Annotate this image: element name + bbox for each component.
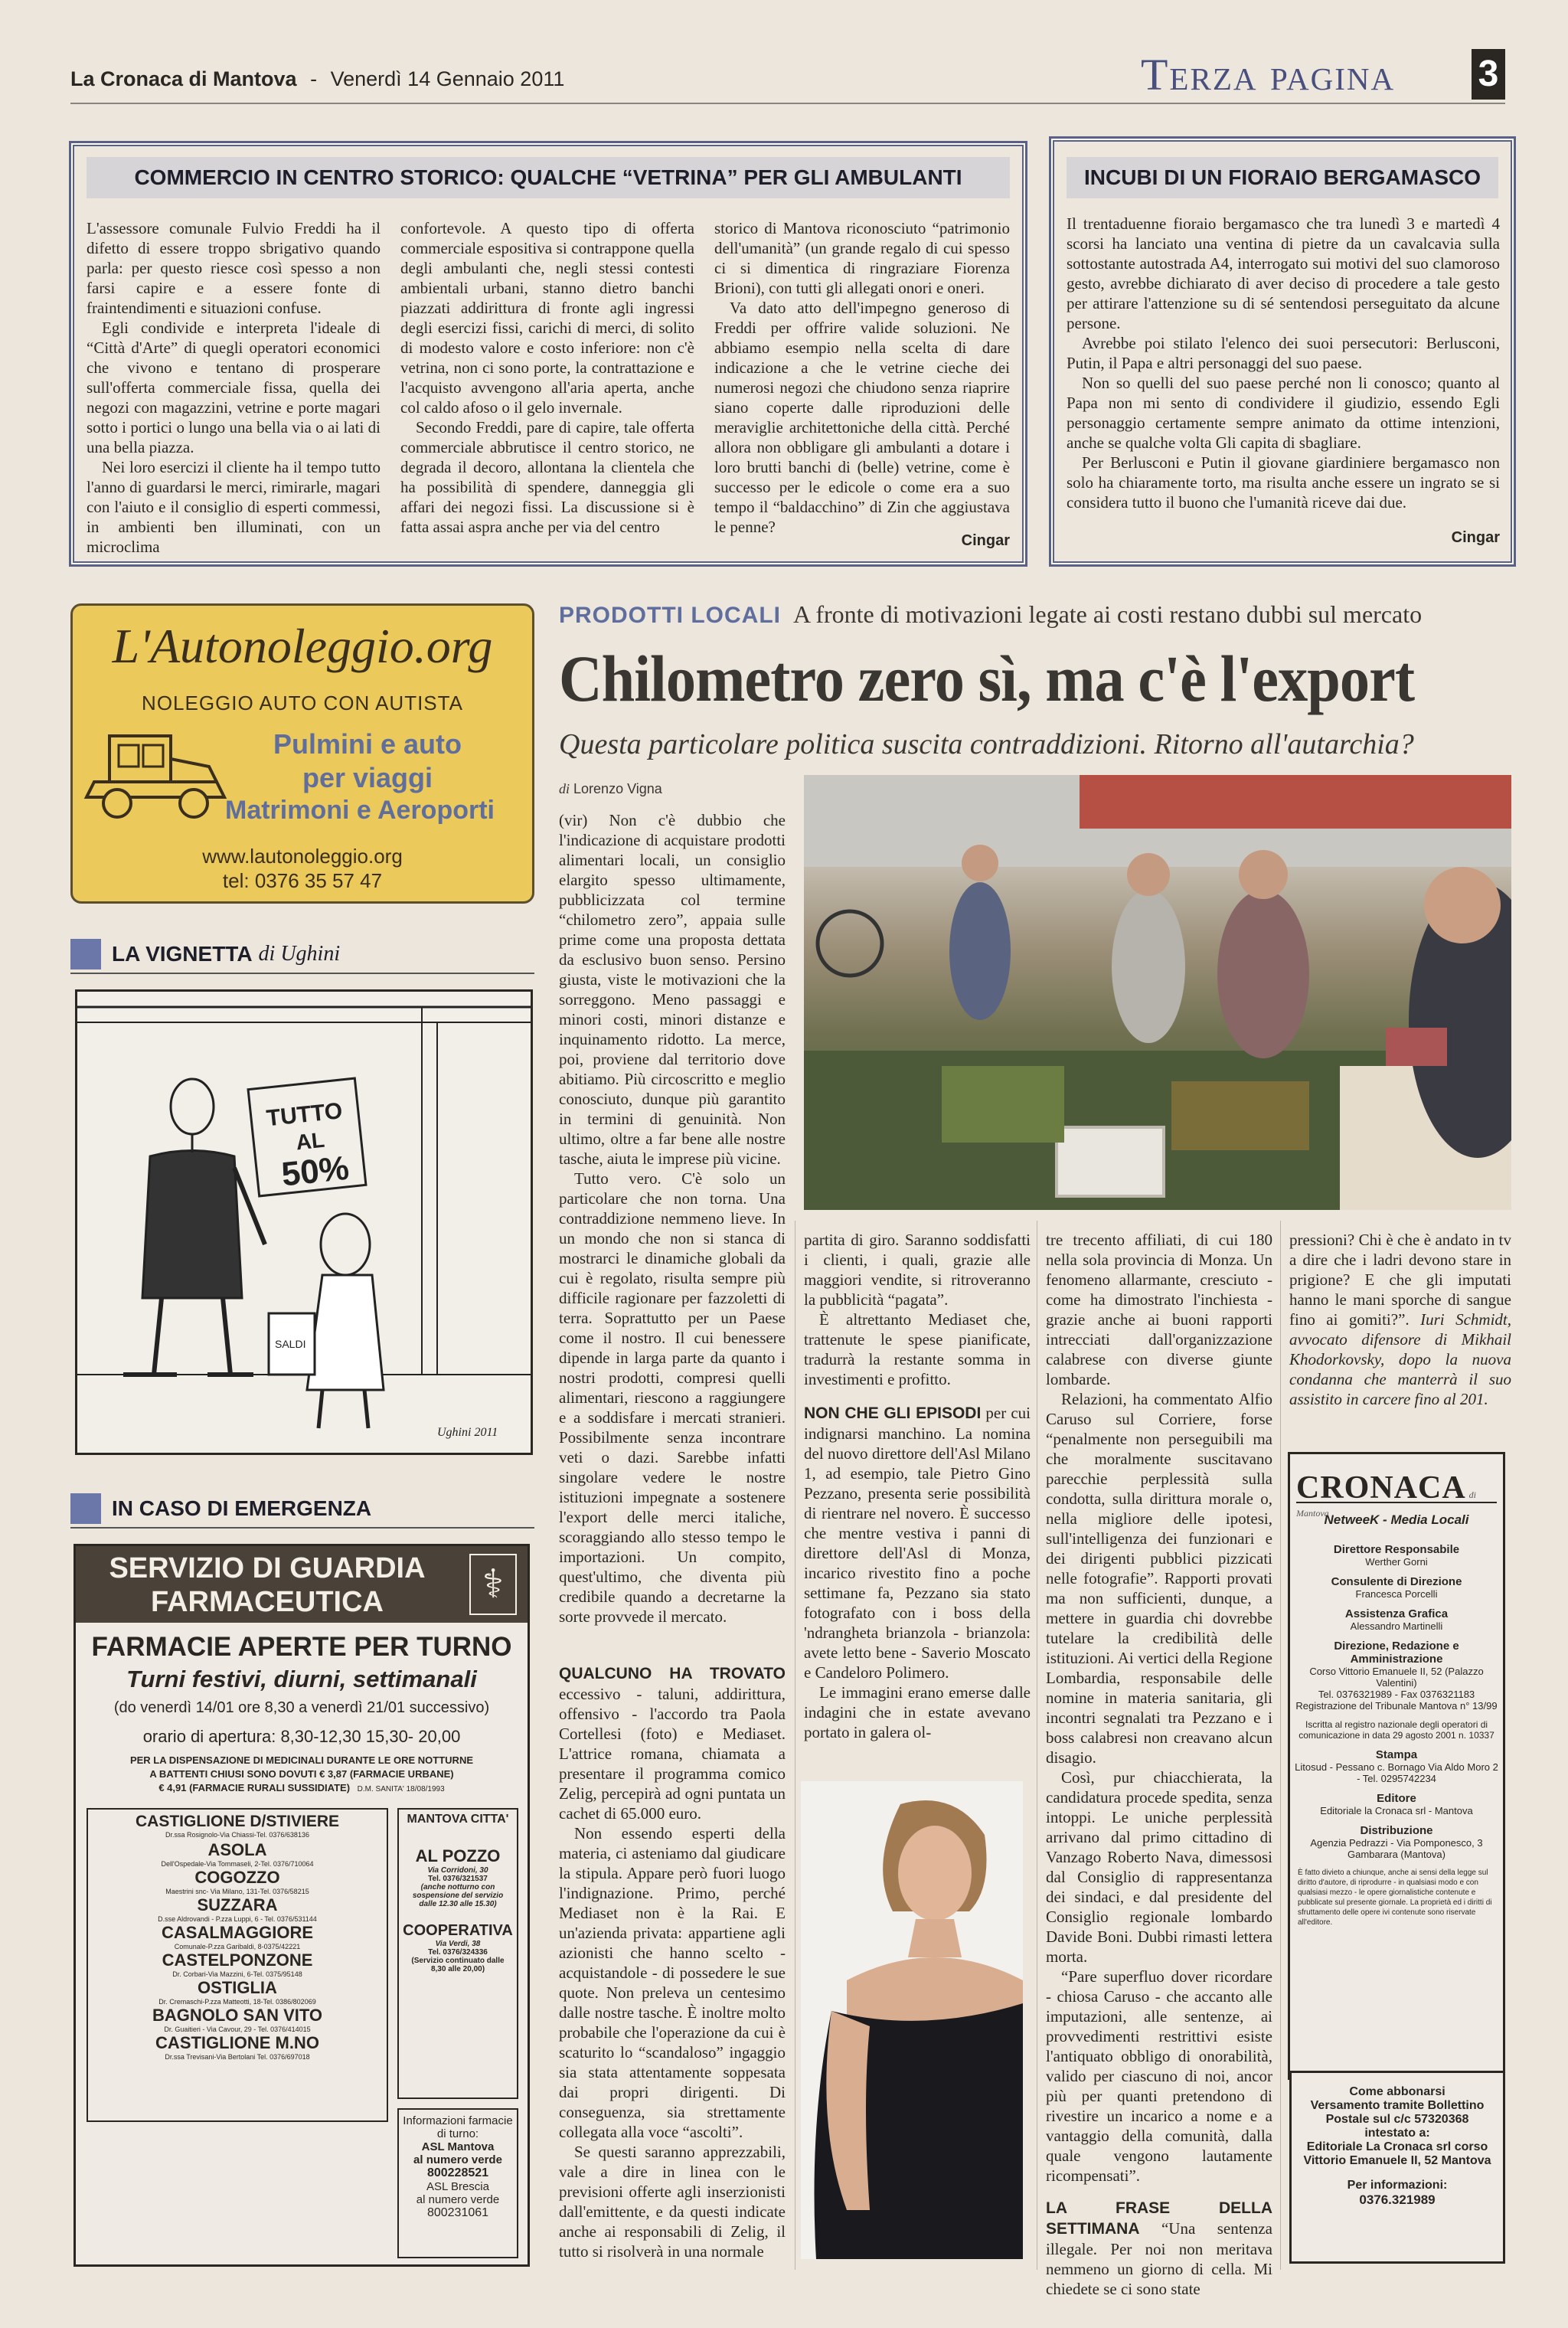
vignetta-author: di Ughini — [258, 942, 341, 966]
paragraph: Il trentaduenne fioraio bergamasco che tra lunedì 3 e martedì 4 scorsi ha lanciato una ventina di pietre da un cavalcavia sulla sottostante autostrada A4, interrogato sui motivi del suo clamoroso gesto, avrebbe dichiarato di aver deciso di procedere a tale gesto per attirare l'attenzione su di sé sentendosi perseguitato da alcune persone. — [1067, 214, 1500, 332]
kicker-label: PRODOTTI LOCALI — [559, 603, 781, 628]
pharmacy-period: (do venerdì 14/01 ore 8,30 a venerdì 21/01 successivo) — [113, 1699, 490, 1716]
paragraph: Tutto vero. C'è solo un particolare che non torna. Una contraddizione nemmeno lieve. In un mondo che non si stanca di mostrarci le dinamiche globali da cui è regolato, risulta sempre più difficile ragionare per fazzoletti di terra. Soprattutto per un Paese come il nostro. Il cui benessere dipende in larga parte da quanto i nostri prodotti, compresi quelli alimentari, riescono a raggiungere e a soddisfare i mercati stranieri. Possibilmente senza incontrare veti o dazi. Sarebbe infatti singolare vedere le nostre istituzioni impegnate a sostenere l'export delle merci italiche, scoraggiando allo stesso tempo le importazioni. Un compito, quest'ultimo, che diventa più credibile quando a decretarne la sorte provvede il mercato. — [559, 1169, 786, 1626]
box-commercio-title: COMMERCIO IN CENTRO STORICO: QUALCHE “VETRINA” PER GLI AMBULANTI — [87, 157, 1010, 198]
entry-role: Assistenza Grafica — [1344, 1607, 1449, 1620]
ad-line-3: Matrimoni e Aeroporti — [225, 796, 495, 825]
vignetta-rule — [70, 973, 534, 974]
col3-lead: per cui indignarsi manchino. La nomina del nuovo direttore dell'Asl Milano 1, ad esempio, tale Pietro Gino Pezzano, presenta serie possibilità di rientrare nel novero. È successo che mentre vestiva i panni di direttore dell'Asl di Monza, incarico rivestito fino a poche settimane fa, Pezzano sia stato fotografato con i boss della 'ndrangheta brianzola - brianzola: avete letto bene - Saverio Moscato e Candeloro Polimero. — [804, 1404, 1031, 1682]
town-address: Comunale-P.zza Garibaldi, 8-0375/42221 — [174, 1943, 301, 1950]
colophon-logo-small: di Mantova — [1296, 1489, 1476, 1519]
emergenza-header — [70, 1493, 371, 1524]
paragraph-heading — [804, 1403, 1031, 1682]
section-square — [70, 1493, 101, 1524]
ad-line-1: Pulmini e auto — [273, 728, 462, 760]
section-title: Terza pagina — [1141, 50, 1396, 100]
subscription-intestato: intestato a: — [1364, 2127, 1430, 2140]
issue-date: Venerdì 14 Gennaio 2011 — [330, 67, 565, 90]
towns-heading: CASTIGLIONE D/STIVIERE — [135, 1813, 340, 1830]
sign-text-1: TUTTO — [265, 1098, 344, 1132]
emergenza-rule — [70, 1527, 534, 1529]
town-address: Dr. Cremaschi-P.zza Matteotti, 18-Tel. 0386/802069 — [158, 1998, 316, 2006]
box-commercio-col2 — [400, 218, 694, 537]
col4-end: “Una sentenza illegale. Per noi non meritava nemmeno un giorno di cella. Mi chiedete se ci sono state — [1046, 2219, 1272, 2298]
article-col-5 — [1289, 1230, 1511, 1409]
market-photo — [804, 775, 1511, 1210]
paragraph: Egli condivide e interpreta l'ideale di “Città d'Arte” di quegli operatori economici che vivono e tentano di prosperare sull'offerta commerciale fissa, quella dei negozi con magazzini, vetrine e porte magari sotto i portici o lungo una bella via o ai lati di una bella piazza. — [87, 319, 381, 456]
town-name: COGOZZO — [194, 1868, 280, 1887]
pharmacy-hours: orario di apertura: 8,30-12,30 15,30- 20,00 — [142, 1727, 461, 1746]
paragraph: confortevole. A questo tipo di offerta commerciale espositiva si contrappone quella degli ambulanti che, negli stessi contesti ambientali urbani, stanno dietro banchi piazzati addirittura di fronte agli ingressi degli esercizi fissi, carichi di merci, di solito di modesto valore e costo inferiore: non c'è vetrina, non ci sono porte, la contrattazione e l'acquisto avvengono all'aria aperta, anche col caldo afoso o il gelo invernale. — [400, 219, 694, 417]
alpozzo-address: Via Corridoni, 30 — [427, 1866, 488, 1875]
ad-logo: L'Autonoleggio.org — [112, 619, 493, 673]
byline-prefix: di — [559, 781, 570, 796]
ad-line-2: per viaggi — [302, 762, 433, 793]
box-commercio — [69, 141, 1027, 567]
vignetta-label: LA VIGNETTA — [112, 942, 253, 966]
entry-name: Werther Gorni — [1365, 1556, 1428, 1568]
paragraph: Nei loro esercizi il cliente ha il tempo tutto l'anno di guardarsi le merci, rimirarle, magari con l'aiuto e il consiglio di esperti commessi, in ambienti ben illuminati, con un microclima — [87, 458, 381, 556]
col2-lead: eccessivo - taluni, addirittura, offensivo - l'accordo tra Paola Cortellesi (foto) e Mediaset. L'attrice romana, chiamata a presentare il programma comico Zelig, percepirà ad ogni puntata un cachet di 65.000 euro. — [559, 1685, 786, 1823]
article-col-3 — [804, 1230, 1031, 1742]
article-headline: Chilometro zero sì, ma c'è l'export — [559, 642, 1415, 715]
paragraph: Non so quelli del suo paese perché non li conosco; quanto al Papa non mi sento di condividere il giudizio, essendo Egli personaggio certamente sempre animato da ottime intenzioni, anche se qualche volta Gli capita di sbagliare. — [1067, 374, 1500, 452]
entry-name: Francesca Porcelli — [1355, 1588, 1438, 1600]
pharmacy-box — [74, 1544, 530, 2267]
bag-text: SALDI — [275, 1338, 306, 1350]
stampa-role: Stampa — [1375, 1748, 1418, 1761]
box-fioraio-title: INCUBI DI UN FIORAIO BERGAMASCO — [1067, 157, 1498, 198]
legal-notice: È fatto divieto a chiunque, anche ai sensi della legge sul diritto d'autore, di riprodurre - in qualsiasi modo e con qualsiasi mezzo - le opere giornalistiche contenute e pubblicate sul presente giornale. La proprietà ed i diritti di sfruttamento delle opere ivi contenute sono riservate all'editore. — [1298, 1869, 1492, 1927]
colophon-network: NetweeK - Media Locali — [1324, 1512, 1469, 1527]
cartoon — [75, 989, 533, 1455]
masthead-separator: - — [310, 67, 318, 90]
redazione-tel: Tel. 0376321989 - Fax 0376321183 — [1318, 1689, 1475, 1700]
paragraph: partita di giro. Saranno soddisfatti i clienti, i quali, grazie alle maggiori vendite, si ritroveranno la pubblicità “pagata”. — [804, 1231, 1031, 1309]
paragraph: (vir) Non c'è dubbio che l'indicazione di acquistare prodotti alimentari locali, un consiglio elargito spesso ultimamente, pubblicizzata col termine “chilometro zero”, appaia sulle prime come una proposta dettata da esclusivo buon senso. Persino giusta, viste le motivazioni che la sorreggono. Meno passaggi e minori costi, minori distanze e inquinamento ridotto. La merce, poi, proviene dal territorio dove abitiamo. Più circoscritto e meglio conosciuto, dunque più garantito in termini di genuinità. Non ultimo, oltre a far bene alle nostre tasche, aiuta le imprese più vicine. — [559, 811, 786, 1168]
masthead — [70, 67, 564, 91]
town-name: OSTIGLIA — [198, 1978, 277, 1997]
section-square — [70, 939, 101, 969]
subscription-info-label: Per informazioni: — [1347, 2179, 1448, 2192]
market-photo-scene — [804, 775, 1511, 1210]
iscrizione: Iscritta al registro nazionale degli operatori di comunicazione in data 29 agosto 2001 n. 10337 — [1298, 1719, 1494, 1741]
pharmacy-notice-3 — [76, 1782, 528, 1793]
paragraph: Se questi saranno apprezzabili, vale a dire in linea con le previsioni offerte agli inserzionisti dall'emittente, e da questi indicate anche ai responsabili di Zelig, il tutto si risolverà in una normale — [559, 2143, 786, 2261]
subscription-phone: 0376.321989 — [1359, 2192, 1436, 2207]
coop-note: (Servizio continuato dalle 8,30 alle 20,00) — [411, 1957, 505, 1973]
box-commercio-col3 — [714, 218, 1010, 537]
registrazione: Registrazione del Tribunale Mantova n° 13/99 — [1295, 1700, 1498, 1712]
info-asl-2: ASL Brescia — [426, 2180, 489, 2193]
town-address: Dr.ssa Trevisani-Via Bertolani Tel. 0376/697018 — [165, 2053, 310, 2061]
town-name: ASOLA — [207, 1840, 267, 1859]
coop-address: Via Verdi, 38 — [435, 1940, 481, 1948]
alpozzo-tel: Tel. 0376/321537 — [428, 1875, 488, 1883]
article-kicker — [559, 600, 1422, 629]
redazione-address: Corso Vittorio Emanuele II, 52 (Palazzo Valentini) — [1309, 1666, 1484, 1689]
box-fioraio-text — [1067, 214, 1500, 512]
ad-phone: tel: 0376 35 57 47 — [222, 869, 383, 892]
cartoon-signature: Ughini 2011 — [437, 1426, 498, 1439]
article-col-1 — [559, 810, 786, 1627]
subscription-recipient: Editoriale La Cronaca srl corso Vittorio Emanuele II, 52 Mantova — [1303, 2140, 1491, 2167]
page-number: 3 — [1472, 49, 1505, 100]
col5-attribution: Iuri Schmidt, avvocato difensore di Mikhail Khodorkovsky, dopo la nuova condanna che manterrà il suo assistito in carcere fino al 201. — [1289, 1310, 1511, 1408]
paragraph: Va dato atto dell'impegno generoso di Freddi per offrire valide soluzioni. Ne abbiamo esempio nella scelta di dare indicazione a che le vetrine cieche dei numerosi negozi che chiudono senza riaprire siano coperte dalle riproduzioni delle meraviglie architettoniche della città. Perché allora non obbligare gli ambulanti a dotare i loro brutti banchi di (belle) vetrine, come è successo per le edicole o come era a suo tempo il “baldacchino” di Zin che aggiustava le penne? — [714, 299, 1010, 536]
paragraph — [1289, 1230, 1511, 1409]
paragraph: “Pare superfluo dover ricordare - chiosa Caruso - che accanto alle imputazioni, alle sentenze, ai provvedimenti restrittivi esiste l'antiquato obbligo di onorabilità, valido per ciascuno di noi, ancor più per quanti pretendono di rivestire un incarico a nome e a vantaggio della comunità, dalla quale vengono lautamente ricompensati”. — [1046, 1967, 1272, 2185]
paragraph: Le immagini erano emerse dalle indagini che in estate avevano portato in galera ol- — [804, 1683, 1031, 1741]
paragraph: storico di Mantova riconosciuto “patrimonio dell'umanità” (un grande regalo di cui spesso ci si dimentica di ringraziare Fiorenza Brioni), con tutti gli allegati onori e oneri. — [714, 219, 1010, 297]
entry-name: Alessandro Martinelli — [1350, 1620, 1443, 1632]
redazione-role: Direzione, Redazione e Amministrazione — [1334, 1640, 1459, 1666]
vignetta-header — [70, 939, 340, 969]
town-name: SUZZARA — [197, 1895, 278, 1914]
masthead-title: La Cronaca di Mantova — [70, 67, 297, 90]
entry-role: Direttore Responsabile — [1333, 1543, 1460, 1556]
stampa-name: Litosud - Pessano c. Bornago Via Aldo Moro 2 - Tel. 0295742234 — [1295, 1761, 1498, 1784]
cartoon-drawing — [77, 992, 531, 1453]
distribuzione-role: Distribuzione — [1360, 1824, 1433, 1837]
coop-tel: Tel. 0376/324336 — [428, 1948, 488, 1957]
article-col-4 — [1046, 1230, 1272, 2299]
ad-autonoleggio[interactable] — [70, 603, 534, 904]
paragraph: Così, pur chiacchierata, la candidatura procede spedita, senza intoppi. Le uniche perplessità arrivano dal primo cittadino di Vanzago Roberto Nava, dimessosi dal Consiglio di rappresentanza dei sindaci, e dal presidente del Consiglio regionale lombardo Davide Boni. Dubbi rimasti lettera morta. — [1046, 1768, 1272, 1966]
paragraph: Per Berlusconi e Putin il giovane giardiniere bergamasco non solo ha chiaramente torto, ma risulta anche essere un ingrato se si considera tutto il buono che l'umanità riceve dai due. — [1067, 453, 1500, 512]
article-col-2 — [559, 1663, 786, 2261]
article-deck: Questa particolare politica suscita contraddizioni. Ritorno all'autarchia? — [559, 728, 1414, 760]
distribuzione-name: Agenzia Pedrazzi - Via Pomponesco, 3 Gambarara (Mantova) — [1310, 1837, 1483, 1860]
paragraph: Non essendo esperti della materia, ci asteniamo dal giudicare la stipula. Appare però fuori luogo l'indignazione. Primo, perché Mediaset non è la Rai. E un'azienda privata: appartiene agli azionisti che hanno scelto - acquistandole - di possedere le sue quote. Non preleva un centesimo dalle nostre tasche. È inoltre molto probabile che l'operazione da cui è scaturito lo “scandaloso” ingaggio sia stata attentamente soppesata dai propri dirigenti. Di conseguenza, sia strettamente collegata alla voce “ascolti”. — [559, 1824, 786, 2141]
col5-text: pressioni? Chi è che è andato in tv a dire che i ladri devono stare in prigione? E che gli imputati hanno le mani sporche di sangue fino ai gomiti?”. — [1289, 1231, 1511, 1329]
coop-name: COOPERATIVA — [403, 1922, 513, 1939]
box-commercio-col1 — [87, 218, 381, 557]
box-fioraio-signature: Cingar — [1451, 529, 1500, 546]
mantova-panel — [397, 1808, 518, 2099]
town-name: CASTIGLIONE M.NO — [155, 2033, 319, 2052]
ad-website[interactable]: www.lautonoleggio.org — [202, 845, 403, 868]
caduceus-icon: ⚕ — [469, 1554, 517, 1615]
portrait-photo — [801, 1781, 1023, 2259]
town-name: CASALMAGGIORE — [162, 1923, 313, 1942]
editore-role: Editore — [1377, 1792, 1416, 1805]
castiglione-address: Dr.ssa Rosignolo-Via Chiassi-Tel. 0376/638136 — [165, 1831, 309, 1839]
pharmacy-notice-2: A BATTENTI CHIUSI SONO DOVUTI € 3,87 (FARMACIE URBANE) — [149, 1768, 454, 1780]
subscription-title: Come abbonarsi — [1349, 2085, 1446, 2098]
alpozzo-note: (anche notturno con sospensione del servizio dalle 12.30 alle 15.30) — [412, 1883, 504, 1908]
paragraph: tre trecento affiliati, di cui 180 nella sola provincia di Monza. Un fenomeno allarmante, cresciuto - come ha dimostrato l'inchiesta - grazie anche ai buoni rapporti intrecciati dall'organizzazione calabrese con diverse giunte lombarde. — [1046, 1231, 1272, 1388]
paragraph-heading — [559, 1663, 786, 1823]
paragraph-heading — [1046, 2198, 1272, 2299]
editore-name: Editoriale la Cronaca srl - Mantova — [1320, 1805, 1473, 1816]
mantova-heading: MANTOVA CITTA' — [407, 1813, 509, 1826]
sign-text-3: 50% — [279, 1149, 351, 1194]
towns-panel — [87, 1808, 388, 2122]
info-title: Informazioni farmacie di turno: — [403, 2114, 513, 2140]
column-rule — [1280, 1221, 1281, 2270]
col3-heading: NON CHE GLI EPISODI — [804, 1404, 982, 1422]
info-asl-1: ASL Mantova — [421, 2140, 495, 2153]
town-address: Dell'Ospedale-Via Tommaseli, 2-Tel. 0376/710064 — [161, 1860, 314, 1868]
paragraph: Avrebbe poi stilato l'elenco dei suoi persecutori: Berlusconi, Putin, il Papa e altri personaggi del suo paese. — [1067, 334, 1500, 372]
ad-subtitle: NOLEGGIO AUTO CON AUTISTA — [142, 692, 463, 714]
colophon-entries — [1293, 1543, 1500, 1927]
emergenza-label: IN CASO DI EMERGENZA — [112, 1496, 372, 1520]
subscription-box — [1289, 2071, 1505, 2264]
town-address: Dr. Guaitieri - Via Cavour, 29 - Tel. 0376/414015 — [164, 2026, 311, 2033]
kicker-subtitle: A fronte di motivazioni legate ai costi restano dubbi sul mercato — [792, 600, 1423, 628]
town-address: Maestrini snc- Via Milano, 131-Tel. 0376/58215 — [165, 1888, 309, 1895]
box-commercio-signature: Cingar — [961, 532, 1010, 549]
paragraph: È altrettanto Mediaset che, trattenute le spese pianificate, tradurrà la restante somma in investimenti e profitto. — [804, 1310, 1031, 1388]
service-title-1: SERVIZIO DI GUARDIA — [109, 1552, 426, 1584]
header-rule — [70, 103, 1505, 104]
col4-heading: LA FRASE DELLA SETTIMANA — [1046, 2199, 1272, 2238]
info-number-label-2: al numero verde — [416, 2193, 500, 2206]
pharmacy-subheading: Turni festivi, diurni, settimanali — [126, 1666, 477, 1692]
notice-3-ref: D.M. SANITA' 18/08/1993 — [357, 1785, 445, 1793]
box-fioraio — [1049, 136, 1516, 567]
colophon-logo-text: CRONACA — [1296, 1470, 1466, 1506]
town-name: CASTELPONZONE — [162, 1950, 313, 1970]
towns-list — [88, 1840, 387, 2061]
entry-role: Consulente di Direzione — [1331, 1575, 1462, 1588]
subscription-payment: Versamento tramite Bollettino Postale sul c/c 57320368 — [1310, 2099, 1485, 2126]
town-name: BAGNOLO SAN VITO — [152, 2006, 323, 2025]
colophon — [1288, 1452, 1505, 2080]
paragraph: Relazioni, ha commentato Alfio Caruso sul Corriere, forse “penalmente non perseguibili ma che moralmente suscitavano parecchie perplessità sulla condotta, sulla dirittura morale o, nella migliore delle ipotesi, sull'intelligenza dei funzionari e dei dirigenti pubblici pizzicati nelle fotografie”. Rapporti provati ma non sufficienti, dunque, a mettere in guardia chi dovrebbe tutelare la credibilità delle istituzioni. Ai vertici della Regione Lombardia, responsabile delle nomine in materia sanitaria, gli incontri segnalati tra Pezzano e i boss calabresi non creavano alcun disagio. — [1046, 1390, 1272, 1767]
paragraph: L'assessore comunale Fulvio Freddi ha il difetto di essere troppo sbrigativo quando parla: per questo riesce così spesso a non farsi capire e a essere fonte di fraintendimenti e situazioni confuse. — [87, 219, 381, 317]
notice-3-text: € 4,91 (FARMACIE RURALI SUSSIDIATE) — [158, 1782, 351, 1793]
pharmacy-heading: FARMACIE APERTE PER TURNO — [91, 1632, 512, 1662]
info-number-label: al numero verde — [413, 2153, 502, 2166]
paragraph: Secondo Freddi, pare di capire, tale offerta commerciale abbrutisce il centro storico, ne degrada il decoro, allontana la clientela che ha possibilità di spendere, danneggia gli affari dei negozi fissi. La discussione si è fatta assai aspra anche per via del centro — [400, 418, 694, 536]
town-address: D.sse Aldrovandi - P.zza Luppi, 6 - Tel. 0376/531144 — [158, 1915, 317, 1923]
col2-heading: QUALCUNO HA TROVATO — [559, 1665, 786, 1682]
portrait-photo-figure — [801, 1781, 1023, 2259]
colophon-logo — [1296, 1470, 1497, 1519]
info-panel — [397, 2108, 518, 2258]
pharmacy-notice-1: PER LA DISPENSAZIONE DI MEDICINALI DURANTE LE ORE NOTTURNE — [129, 1754, 474, 1766]
town-address: Dr. Corbari-Via Mazzini, 6-Tel. 0375/95148 — [172, 1970, 302, 1978]
sign-text-2: AL — [295, 1127, 326, 1155]
info-number-1: 800228521 — [426, 2166, 489, 2179]
alpozzo-name: AL POZZO — [415, 1846, 501, 1865]
service-title-2: FARMACEUTICA — [151, 1586, 384, 1618]
article-byline — [559, 781, 662, 797]
byline-author: Lorenzo Vigna — [573, 781, 662, 796]
info-number-2: 800231061 — [426, 2206, 489, 2219]
